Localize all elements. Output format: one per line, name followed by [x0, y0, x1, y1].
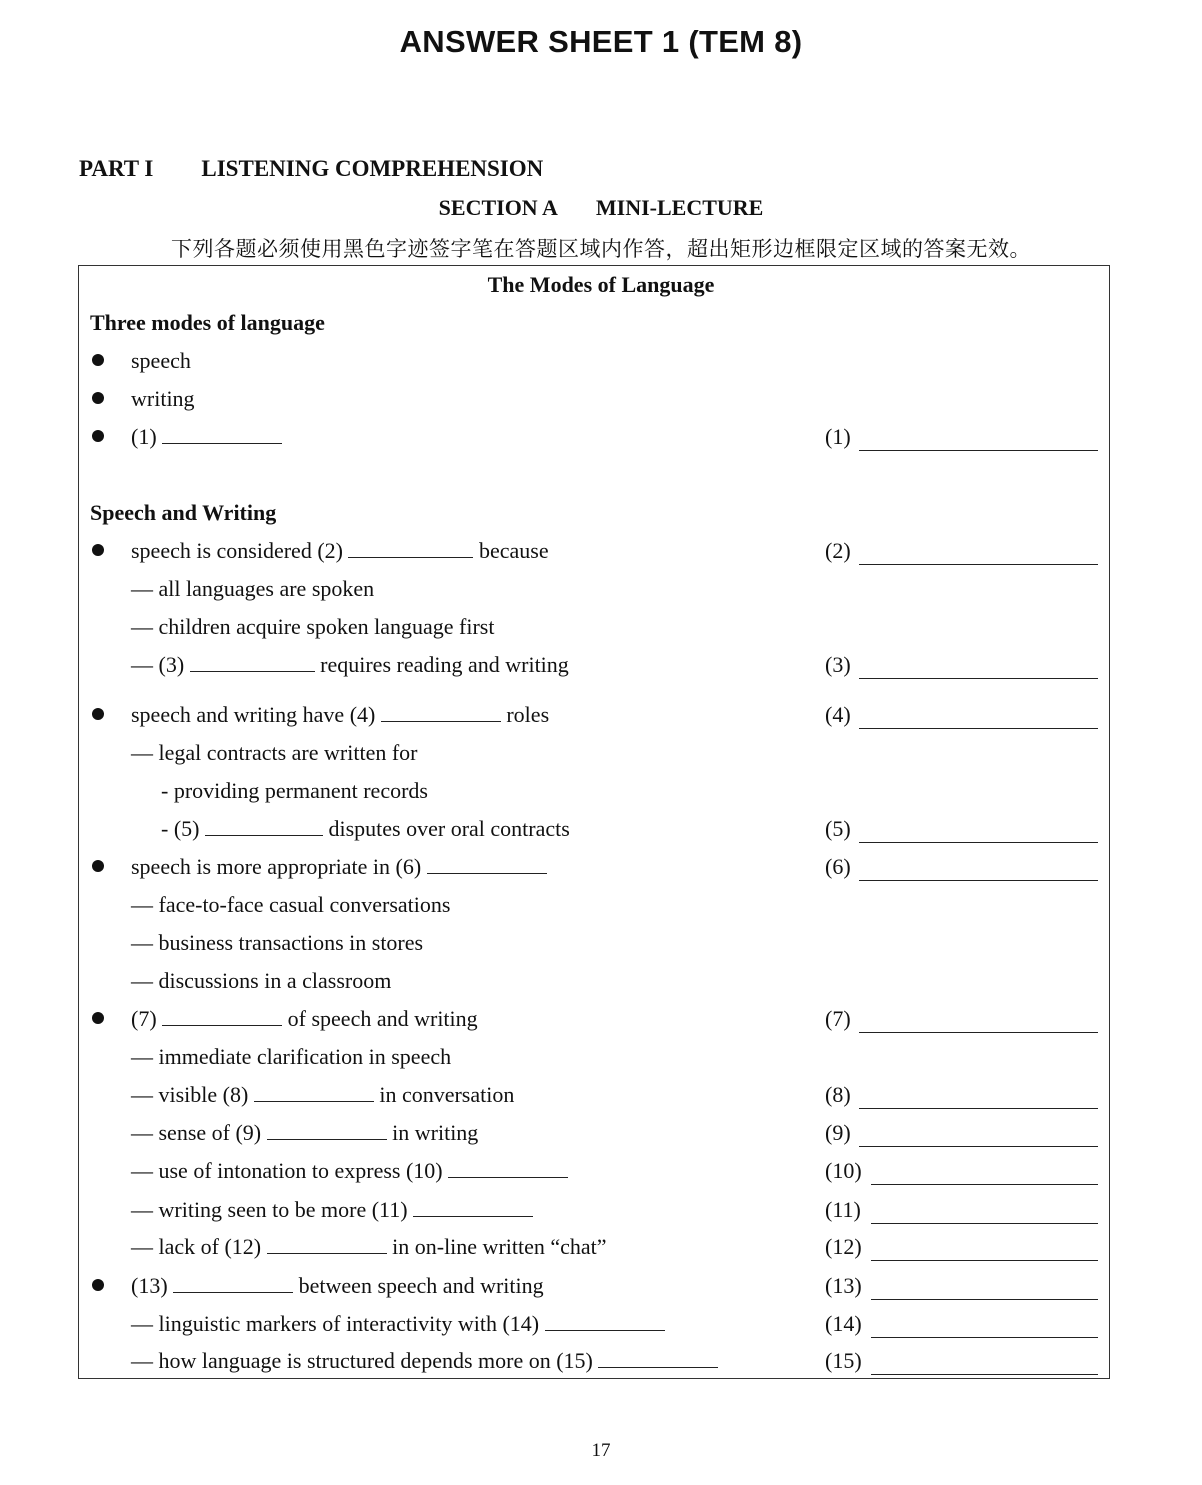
item-7: [131, 1006, 478, 1032]
inline-blank: [413, 1198, 533, 1217]
part-heading: [79, 156, 543, 182]
instruction-text: 下列各题必须使用黑色字迹签字笔在答题区域内作答，超出矩形边框限定区域的答案无效。: [171, 237, 1031, 261]
answer-label-6: (6): [825, 854, 851, 879]
item-5-tail: disputes over oral contracts: [328, 816, 570, 841]
bullet-icon: [92, 430, 104, 442]
sub-item: — business transactions in stores: [131, 930, 424, 955]
answer-label-3: (3): [825, 652, 851, 677]
item-8-tail: in conversation: [379, 1082, 515, 1107]
answer-label-9: (9): [825, 1120, 851, 1145]
heading-speech-writing: Speech and Writing: [90, 500, 277, 525]
inline-blank: [254, 1083, 374, 1102]
item-8-label: — visible (8): [131, 1082, 249, 1107]
part-title: LISTENING COMPREHENSION: [201, 156, 544, 181]
item-13-tail: between speech and writing: [298, 1273, 544, 1298]
item-4-tail: roles: [506, 702, 550, 727]
answer-field-6[interactable]: [859, 880, 1098, 881]
inline-blank: [598, 1349, 718, 1368]
answer-field-11[interactable]: [871, 1223, 1098, 1224]
sub-item: — all languages are spoken: [131, 576, 375, 601]
inline-blank: [348, 539, 473, 558]
bullet-icon: [92, 392, 104, 404]
item-speech: speech: [131, 348, 191, 373]
bullet-icon: [92, 1279, 104, 1291]
item-5: [161, 816, 570, 842]
answer-field-7[interactable]: [859, 1032, 1098, 1033]
answer-label-1: (1): [825, 424, 851, 449]
bullet-icon: [92, 544, 104, 556]
item-10-label: — use of intonation to express (10): [131, 1158, 443, 1183]
item-3-tail: requires reading and writing: [320, 652, 569, 677]
answer-label-12: (12): [825, 1234, 862, 1259]
answer-field-3[interactable]: [859, 678, 1098, 679]
item-writing: writing: [131, 386, 195, 411]
item-6-label: speech is more appropriate in (6): [131, 854, 422, 879]
item-11-label: — writing seen to be more (11): [131, 1197, 408, 1222]
bullet-icon: [92, 860, 104, 872]
sub-item: — legal contracts are written for: [131, 740, 418, 765]
bullet-icon: [92, 708, 104, 720]
item-15-label: — how language is structured depends more on (15): [131, 1348, 593, 1373]
item-3-label: — (3): [131, 652, 185, 677]
item-6: [131, 854, 547, 880]
item-14-label: — linguistic markers of interactivity with (14): [131, 1311, 540, 1336]
item-11: [131, 1197, 533, 1223]
answer-label-8: (8): [825, 1082, 851, 1107]
section-heading: [0, 195, 1202, 221]
item-9-tail: in writing: [392, 1120, 479, 1145]
inline-blank: [545, 1312, 665, 1331]
answer-label-7: (7): [825, 1006, 851, 1031]
sub-item: - providing permanent records: [161, 778, 428, 803]
answer-label-11: (11): [825, 1197, 861, 1222]
item-8: [131, 1082, 514, 1108]
answer-field-9[interactable]: [859, 1146, 1098, 1147]
item-5-label: - (5): [161, 816, 200, 841]
answer-field-10[interactable]: [871, 1184, 1098, 1185]
answer-label-5: (5): [825, 816, 851, 841]
item-2: [131, 538, 549, 564]
inline-blank: [448, 1159, 568, 1178]
item-4: [131, 702, 549, 728]
answer-label-10: (10): [825, 1158, 862, 1183]
sub-item: — immediate clarification in speech: [131, 1044, 452, 1069]
answer-label-15: (15): [825, 1348, 862, 1373]
answer-field-14[interactable]: [871, 1337, 1098, 1338]
item-2-tail: because: [478, 538, 549, 563]
inline-blank: [190, 653, 315, 672]
answer-label-2: (2): [825, 538, 851, 563]
item-4-label: speech and writing have (4): [131, 702, 376, 727]
item-10: [131, 1158, 568, 1184]
inline-blank: [162, 1007, 282, 1026]
bullet-icon: [92, 354, 104, 366]
inline-blank: [205, 817, 323, 836]
sub-item: — discussions in a classroom: [131, 968, 392, 993]
section-title: MINI-LECTURE: [595, 195, 764, 220]
item-12-label: — lack of (12): [131, 1234, 262, 1259]
item-15: [131, 1348, 718, 1374]
item-13-label: (13): [131, 1273, 168, 1298]
item-13: [131, 1273, 544, 1299]
item-blank-1-label: (1): [131, 424, 157, 449]
item-9: [131, 1120, 478, 1146]
inline-blank: [267, 1121, 387, 1140]
item-12: [131, 1234, 607, 1260]
answer-field-4[interactable]: [859, 728, 1098, 729]
item-2-label: speech is considered (2): [131, 538, 343, 563]
answer-label-4: (4): [825, 702, 851, 727]
page-number: 17: [591, 1440, 611, 1461]
inline-blank: [162, 425, 282, 444]
sub-item: — face-to-face casual conversations: [131, 892, 451, 917]
sub-item: — children acquire spoken language first: [131, 614, 495, 639]
item-3: [131, 652, 569, 678]
answer-field-5[interactable]: [859, 842, 1098, 843]
item-9-label: — sense of (9): [131, 1120, 262, 1145]
item-blank-1: [131, 424, 282, 450]
inline-blank: [427, 855, 547, 874]
page-title: ANSWER SHEET 1 (TEM 8): [399, 24, 803, 59]
inline-blank: [267, 1235, 387, 1254]
item-7-label: (7): [131, 1006, 157, 1031]
item-14: [131, 1311, 665, 1337]
bullet-icon: [92, 1012, 104, 1024]
box-title: The Modes of Language: [487, 272, 715, 297]
answer-field-1[interactable]: [859, 450, 1098, 451]
answer-field-12[interactable]: [871, 1260, 1098, 1261]
item-12-tail: in on-line written “chat”: [392, 1234, 607, 1259]
answer-label-14: (14): [825, 1311, 862, 1336]
section-number: SECTION A: [438, 195, 558, 220]
answer-field-15[interactable]: [871, 1374, 1098, 1375]
answer-label-13: (13): [825, 1273, 862, 1298]
answer-field-8[interactable]: [859, 1108, 1098, 1109]
inline-blank: [381, 703, 501, 722]
answer-field-2[interactable]: [859, 564, 1098, 565]
heading-three-modes: Three modes of language: [90, 310, 325, 335]
item-7-tail: of speech and writing: [287, 1006, 478, 1031]
answer-field-13[interactable]: [871, 1299, 1098, 1300]
part-number: PART I: [79, 156, 154, 181]
inline-blank: [173, 1274, 293, 1293]
